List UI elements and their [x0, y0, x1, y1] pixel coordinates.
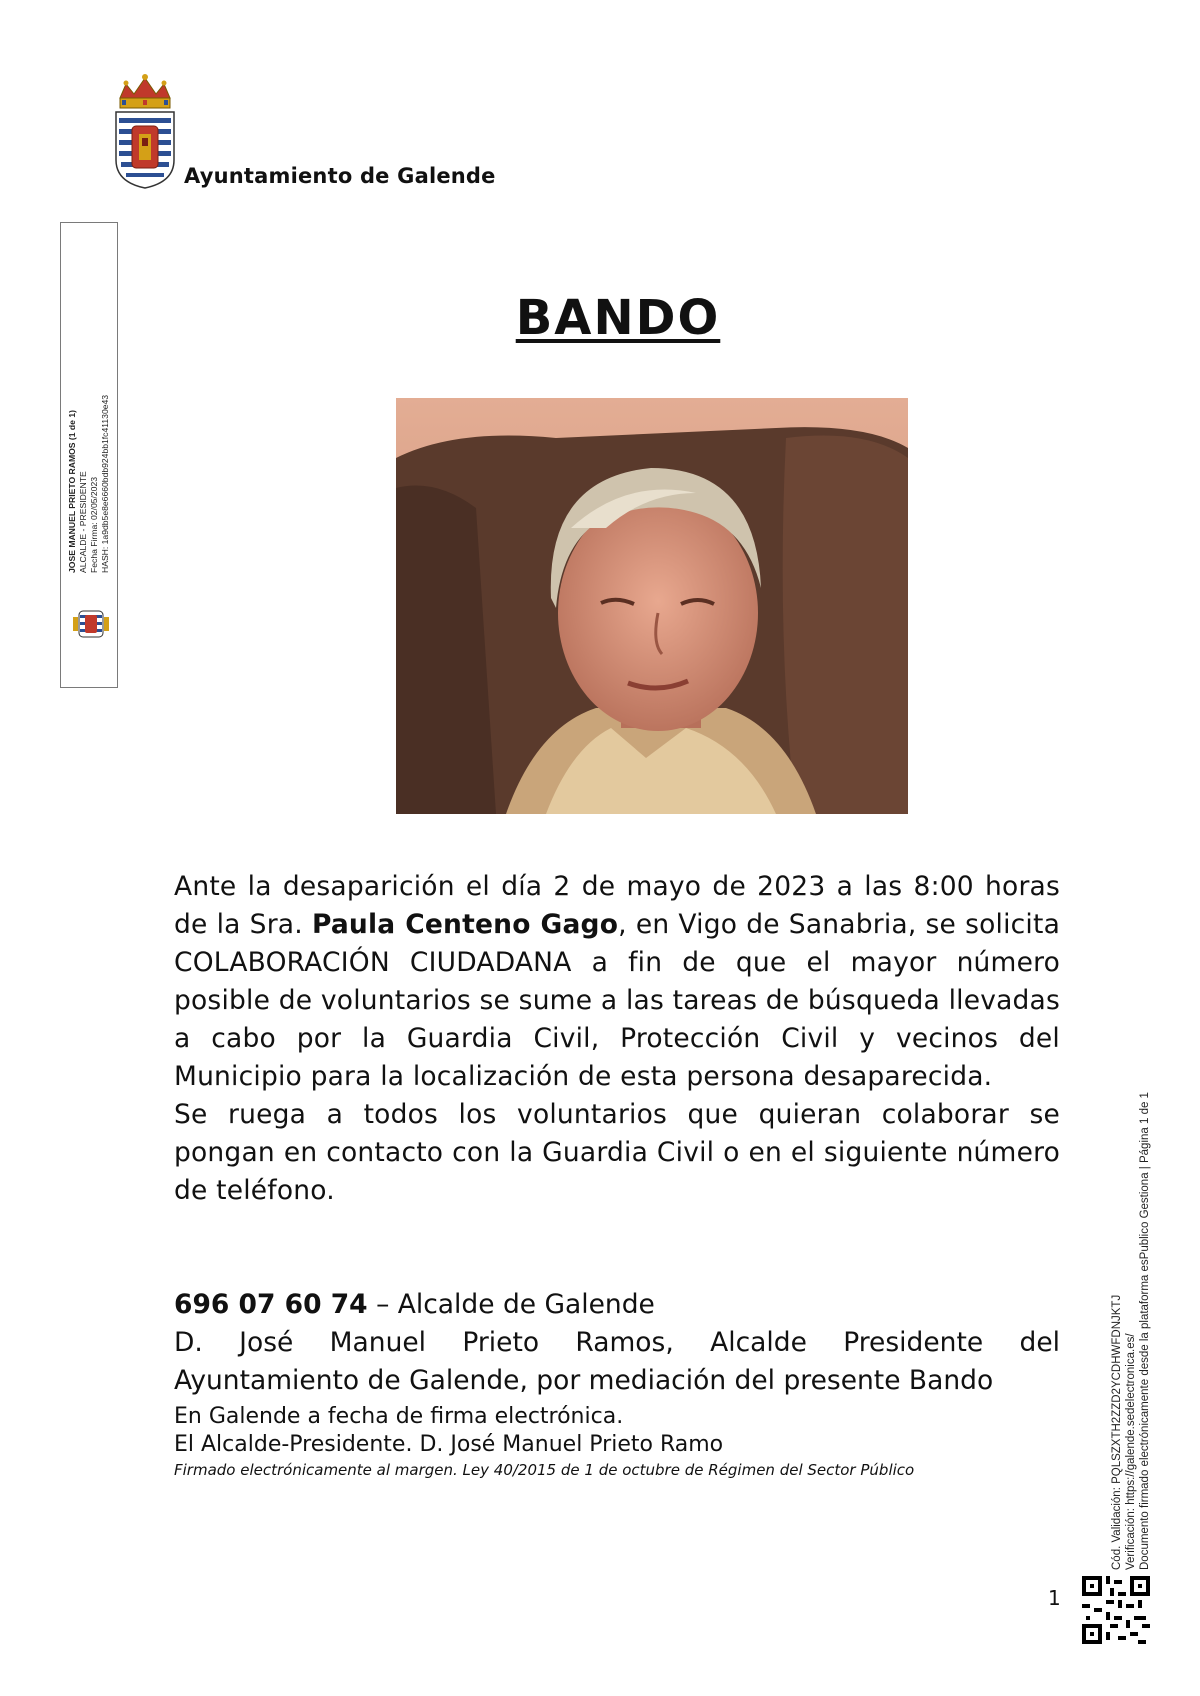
signature-crest-icon	[69, 607, 113, 641]
contact-line	[174, 1286, 655, 1324]
signature-date: Fecha Firma: 02/05/2023	[89, 476, 99, 573]
paragraph-1-rest: , en Vigo de Sanabria, se solicita COLABORACIÓN CIUDADANA a fin de que el mayor número posible de voluntarios se sume a las tareas de búsqueda llevadas a cabo por la Guardia Civil, Protección Civil y vecinos del Municipio para la localización de esta persona desaparecida.	[174, 909, 1061, 1092]
qr-code-icon[interactable]	[1082, 1576, 1150, 1644]
signer-line: El Alcalde-Presidente. D. José Manuel Prieto Ramo	[174, 1432, 724, 1457]
validation-code: Cód. Validación: PQLSZXTH2ZZD2YCDHWFDNJKTJ	[1111, 1294, 1123, 1570]
verification-url[interactable]: Verificación: https://galende.sedelectronica.es/	[1125, 1333, 1137, 1570]
organization-name: Ayuntamiento de Galende	[184, 164, 496, 188]
missing-person-photo	[396, 398, 908, 814]
notice-body	[174, 868, 1060, 1210]
legal-note: Firmado electrónicamente al margen. Ley 40/2015 de 1 de octubre de Régimen del Sector Público	[174, 1461, 915, 1479]
notice-paragraph-2: Se ruega a todos los voluntarios que quieran colaborar se pongan en contacto con la Guardia Civil o en el siguiente número de teléfono.	[174, 1099, 1060, 1206]
mayor-statement-line-2: Ayuntamiento de Galende, por mediación del presente Bando	[174, 1365, 994, 1396]
signer-name: JOSE MANUEL PRIETO RAMOS (1 de 1)	[67, 410, 77, 573]
signer-role: ALCALDE - PRESIDENTE	[78, 471, 88, 573]
page-title: BANDO	[515, 290, 721, 346]
contact-phone-description: – Alcalde de Galende	[367, 1289, 655, 1320]
paragraph-1-intro: Ante la desaparición el día 2 de mayo de 2023 a las 8:00 horas de la Sra.	[174, 871, 1060, 940]
place-date: En Galende a fecha de firma electrónica.	[174, 1404, 624, 1429]
municipal-crest-icon	[112, 72, 178, 190]
contact-phone: 696 07 60 74	[174, 1289, 368, 1320]
platform-note: Documento firmado electrónicamente desde la plataforma esPublico Gestiona | Página 1 de 1	[1139, 1092, 1151, 1570]
notice-paragraph-1	[174, 868, 1060, 1096]
verification-block	[1110, 1050, 1152, 1570]
page-number: 1	[1048, 1586, 1061, 1610]
mayor-statement-line-1: D. José Manuel Prieto Ramos, Alcalde Presidente del	[174, 1327, 1060, 1358]
signature-hash: HASH: 1a9db5e8e6660bdb924bb1fc41130e43	[100, 394, 110, 573]
missing-person-name: Paula Centeno Gago	[311, 909, 619, 940]
